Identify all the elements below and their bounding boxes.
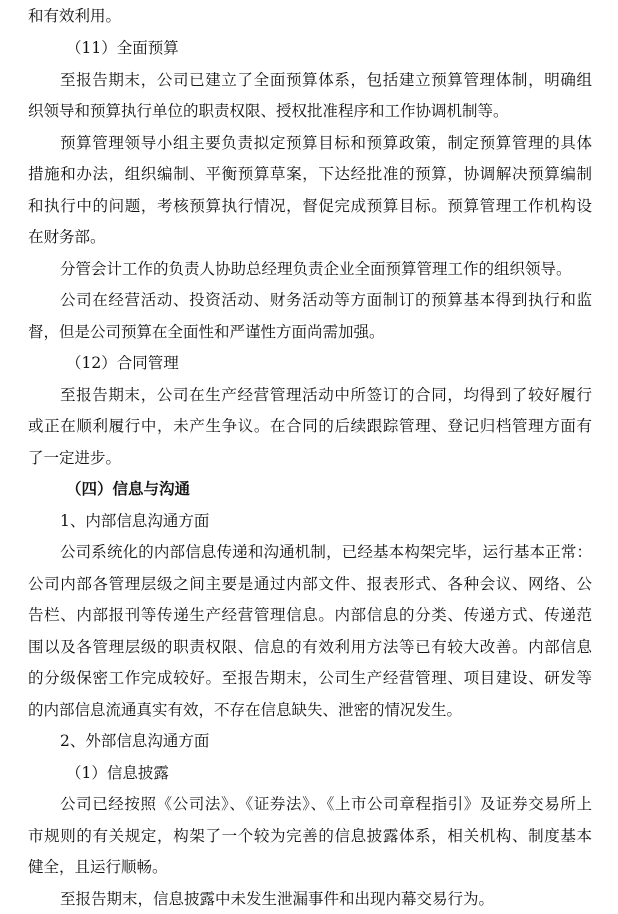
text-line: 和有效利用。 — [28, 7, 122, 25]
text-line: 在财务部。 — [28, 228, 106, 246]
text-line: 市规则的有关规定，构架了一个较为完善的信息披露体系，相关机构、制度基本 — [28, 827, 592, 845]
text-line: 的内部信息流通真实有效，不存在信息缺失、泄密的情况发生。 — [28, 701, 463, 719]
text-line: 预算管理领导小组主要负责拟定预算目标和预算政策，制定预算管理的具体 — [60, 134, 592, 152]
section-heading-budget: （11）全面预算 — [66, 39, 179, 57]
text-line: 公司系统化的内部信息传递和沟通机制，已经基本构架完毕，运行基本正常： — [60, 543, 592, 561]
text-line: 和执行中的问题，考核预算执行情况，督促完成预算目标。预算管理工作机构设 — [28, 197, 592, 215]
text-line: 公司已经按照《公司法》、《证券法》、《上市公司章程指引》及证券交易所上 — [60, 795, 592, 813]
text-line: 督，但是公司预算在全面性和严谨性方面尚需加强。 — [28, 323, 385, 341]
text-line: 或正在顺利履行中，未产生争议。在合同的后续跟踪管理、登记归档管理方面有 — [28, 417, 592, 435]
text-line: 措施和办法，组织编制、平衡预算草案，下达经批准的预算，协调解决预算编制 — [28, 165, 592, 183]
text-line: 公司内部各管理层级之间主要是通过内部文件、报表形式、各种会议、网络、公 — [28, 575, 592, 593]
subheading-disclosure: （1）信息披露 — [66, 764, 169, 782]
text-line: 了一定进步。 — [28, 449, 122, 467]
text-line: 至报告期末，公司已建立了全面预算体系，包括建立预算管理体制，明确组 — [60, 71, 592, 89]
subheading-internal: 1、内部信息沟通方面 — [60, 512, 210, 530]
text-line: 至报告期末，公司在生产经营管理活动中所签订的合同，均得到了较好履行 — [60, 386, 592, 404]
text-line: 围以及各管理层级的职责权限、信息的有效利用方法等已有较大改善。内部信息 — [28, 638, 592, 656]
text-line: 的分级保密工作完成较好。至报告期末，公司生产经营管理、项目建设、研发等 — [28, 669, 592, 687]
text-line: 至报告期末，信息披露中未发生泄漏事件和出现内幕交易行为。 — [60, 890, 495, 908]
section-heading-information: （四）信息与沟通 — [66, 479, 191, 498]
subheading-external: 2、外部信息沟通方面 — [60, 732, 210, 750]
section-heading-contract: （12）合同管理 — [66, 354, 179, 372]
text-line: 织领导和预算执行单位的职责权限、授权批准程序和工作协调机制等。 — [28, 102, 509, 120]
text-line: 公司在经营活动、投资活动、财务活动等方面制订的预算基本得到执行和监 — [60, 291, 592, 309]
text-line: 分管会计工作的负责人协助总经理负责企业全面预算管理工作的组织领导。 — [60, 260, 572, 278]
text-line: 健全，且运行顺畅。 — [28, 858, 168, 876]
text-line: 告栏、内部报刊等传递生产经营管理信息。内部信息的分类、传递方式、传递范 — [28, 606, 592, 624]
